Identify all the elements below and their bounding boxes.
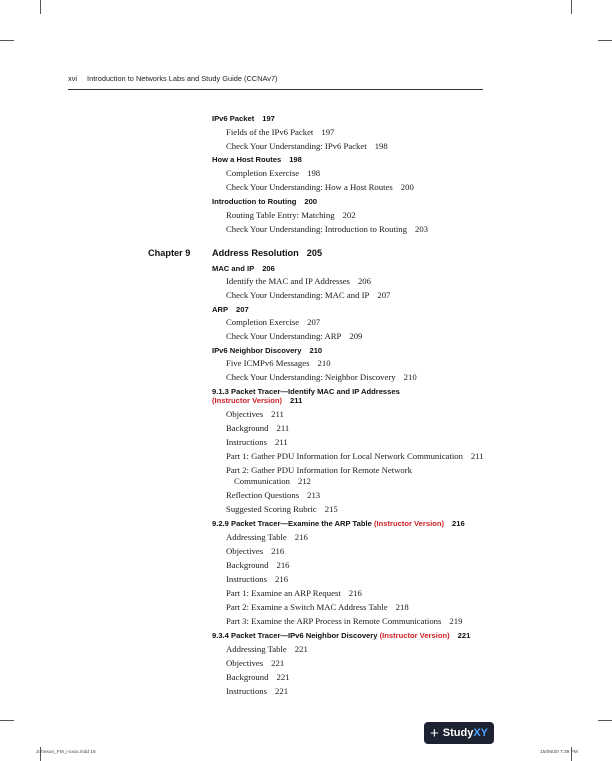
plus-icon: + bbox=[430, 724, 439, 742]
chapter-title: Address Resolution 205 bbox=[212, 248, 323, 258]
crop-mark bbox=[598, 40, 612, 41]
toc-item: Background 221 bbox=[226, 672, 290, 682]
crop-mark bbox=[0, 720, 14, 721]
toc-section: 9.3.4 Packet Tracer—IPv6 Neighbor Discovery (Instructor Version) 221 bbox=[212, 631, 471, 640]
toc-section: IPv6 Packet 197 bbox=[212, 114, 275, 123]
toc-item: Check Your Understanding: MAC and IP 207 bbox=[226, 290, 391, 300]
toc-section: IPv6 Neighbor Discovery 210 bbox=[212, 346, 323, 355]
toc-item: Completion Exercise 198 bbox=[226, 168, 321, 178]
toc-item: Check Your Understanding: ARP 209 bbox=[226, 331, 363, 341]
toc-item: Objectives 216 bbox=[226, 546, 285, 556]
slug-date: 15/06/20 7:39 PM bbox=[540, 750, 578, 755]
toc-item: Addressing Table 216 bbox=[226, 532, 308, 542]
toc-item: Identify the MAC and IP Addresses 206 bbox=[226, 276, 371, 286]
toc-item: Background 216 bbox=[226, 560, 290, 570]
toc-item: Check Your Understanding: Introduction to Routing 203 bbox=[226, 224, 429, 234]
crop-mark bbox=[598, 720, 612, 721]
toc-item: Instructions 216 bbox=[226, 574, 289, 584]
chapter-label: Chapter 9 bbox=[148, 248, 191, 258]
toc-item: Instructions 221 bbox=[226, 686, 289, 696]
toc-item: Routing Table Entry: Matching 202 bbox=[226, 210, 356, 220]
toc-item: Instructions 211 bbox=[226, 437, 288, 447]
toc-section: MAC and IP 206 bbox=[212, 264, 275, 273]
toc-item: Part 1: Examine an ARP Request 216 bbox=[226, 588, 362, 598]
header-page-number: xvi bbox=[68, 74, 78, 83]
header-book-title: Introduction to Networks Labs and Study Guide (CCNAv7) bbox=[87, 74, 278, 83]
toc-section: Introduction to Routing 200 bbox=[212, 197, 318, 206]
toc-item-continued: Communication 212 bbox=[234, 476, 312, 486]
toc-item: Objectives 221 bbox=[226, 658, 285, 668]
slug-filename: Johnson_FM_i-xxxx.indd 16 bbox=[36, 750, 96, 755]
toc-item: Five ICMPv6 Messages 210 bbox=[226, 358, 331, 368]
toc-item: Background 211 bbox=[226, 423, 290, 433]
toc-item: Part 2: Gather PDU Information for Remote Network bbox=[226, 465, 413, 475]
toc-section: ARP 207 bbox=[212, 305, 249, 314]
toc-item: Suggested Scoring Rubric 215 bbox=[226, 504, 338, 514]
toc-item: Completion Exercise 207 bbox=[226, 317, 321, 327]
toc-item: Fields of the IPv6 Packet 197 bbox=[226, 127, 335, 137]
toc-item: Check Your Understanding: IPv6 Packet 198 bbox=[226, 141, 388, 151]
toc-item: Part 1: Gather PDU Information for Local Network Communication 211 bbox=[226, 451, 484, 461]
toc-section: 9.2.9 Packet Tracer—Examine the ARP Table (Instructor Version) 216 bbox=[212, 519, 465, 528]
crop-mark bbox=[571, 0, 572, 14]
toc-item: Reflection Questions 213 bbox=[226, 490, 321, 500]
crop-mark bbox=[0, 40, 14, 41]
crop-mark bbox=[40, 0, 41, 14]
toc-item: Check Your Understanding: Neighbor Discovery 210 bbox=[226, 372, 417, 382]
toc-item: Check Your Understanding: How a Host Routes 200 bbox=[226, 182, 414, 192]
toc-section: How a Host Routes 198 bbox=[212, 155, 302, 164]
toc-item: Objectives 211 bbox=[226, 409, 284, 419]
toc-item: Addressing Table 221 bbox=[226, 644, 308, 654]
toc-item: Part 2: Examine a Switch MAC Address Table 218 bbox=[226, 602, 409, 612]
toc-section-continued: (Instructor Version) 211 bbox=[212, 396, 303, 405]
header-rule bbox=[68, 89, 483, 90]
running-header bbox=[68, 74, 278, 83]
studyxy-logo: + Study XY bbox=[424, 722, 494, 744]
toc-item: Part 3: Examine the ARP Process in Remote Communications 219 bbox=[226, 616, 463, 626]
toc-section: 9.1.3 Packet Tracer—Identify MAC and IP Addresses bbox=[212, 387, 400, 396]
